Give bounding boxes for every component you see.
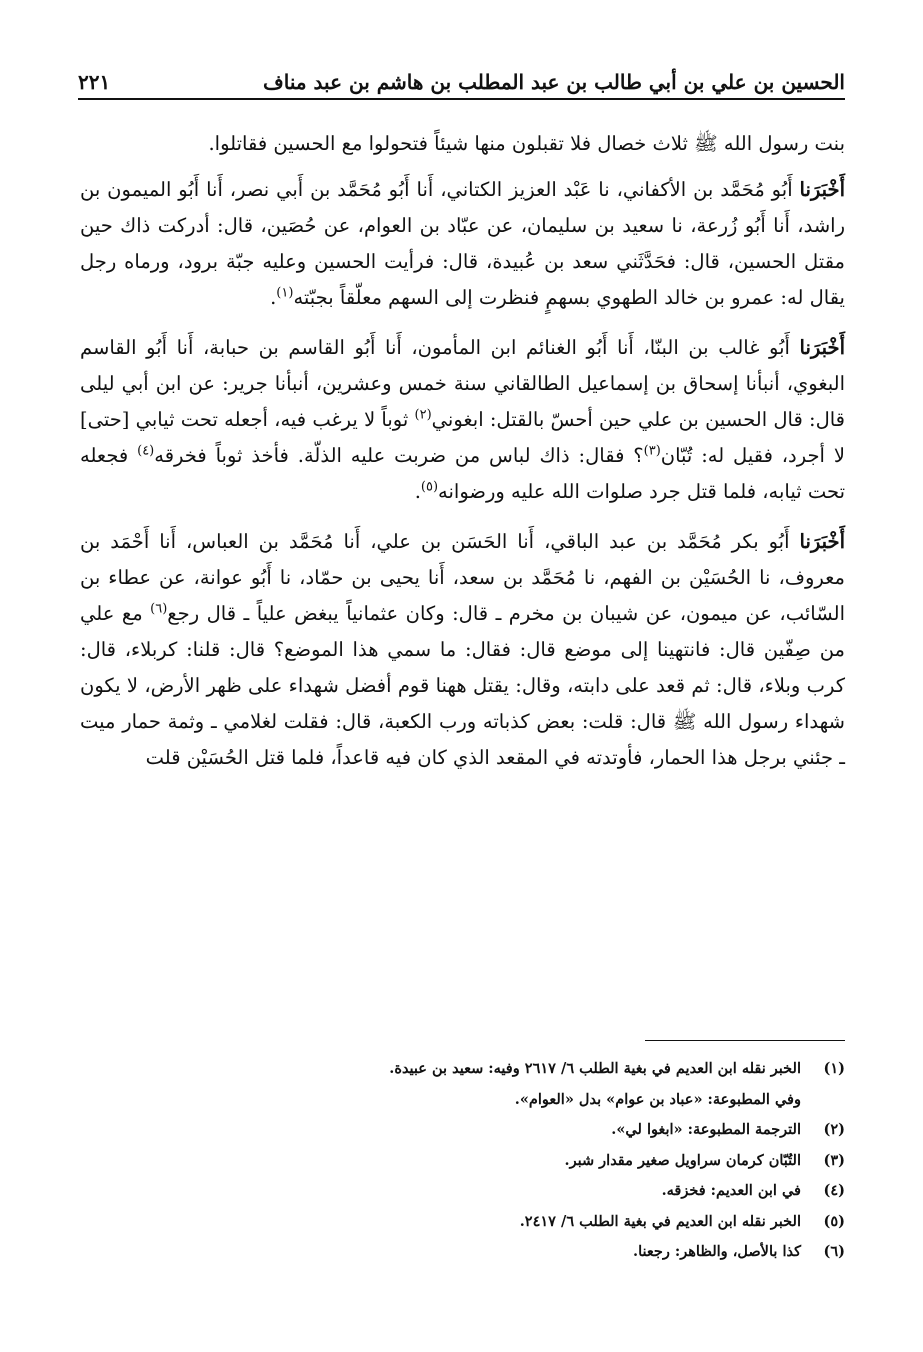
- footnotes: [80, 1054, 845, 1268]
- footnote-ref[interactable]: (١): [276, 285, 294, 301]
- footnote: [80, 1115, 845, 1146]
- footnote-ref[interactable]: (٣): [643, 443, 661, 459]
- footnote-number: (٢): [823, 1121, 845, 1138]
- paragraph-end: .: [414, 480, 421, 503]
- footnote-number: (٦): [823, 1243, 845, 1260]
- transmission-keyword: أَخْبَرَنا: [799, 178, 845, 201]
- paragraph-text: بنت رسول الله ﷺ ثلاث خصال فلا تقبلون منها شيئاً فتحولوا مع الحسين فقاتلوا.: [208, 132, 845, 155]
- paragraph: [80, 126, 845, 162]
- paragraph-text: أَبُو بكر مُحَمَّد بن عبد الباقي، أَنا الحَسَن بن علي، أَنا مُحَمَّد بن العباس، أَنا أَحْمَد بن معروف، نا الحُسَيْن بن الفهم، نا مُحَمَّد بن سعد، أَنا يحيى بن حمّاد، نا أَبُو عوانة، عن عطاء بن السّائب، عن ميمون، عن شيبان بن مخرم ـ قال: وكان عثمانياً يبغض علياً ـ قال رجع: [80, 530, 845, 625]
- footnote-divider: [645, 1040, 845, 1041]
- footnote-text: التُبّان كرمان سراويل صغير مقدار شبر.: [564, 1151, 801, 1169]
- footnote-ref[interactable]: (٤): [137, 443, 155, 459]
- footnote-text: الخبر نقله ابن العديم في بغية الطلب ٦/ ٢٦١٧ وفيه: سعيد بن عبيدة.: [389, 1060, 801, 1077]
- footnote-ref[interactable]: (٢): [414, 407, 432, 423]
- running-header: [78, 58, 845, 100]
- footnote-number: (٤): [823, 1182, 845, 1199]
- main-text: [80, 126, 845, 790]
- paragraph-text: ثوباً لا يرغب فيه، أجعله تحت ثيابي [حتى] لا أجرد، فقيل له: تُبّان: [80, 408, 845, 467]
- header-title: الحسين بن علي بن أبي طالب بن عبد المطلب بن هاشم بن عبد مناف: [263, 70, 845, 94]
- footnote-text: الخبر نقله ابن العديم في بغية الطلب ٦/ ٢٤١٧.: [519, 1212, 801, 1230]
- paragraph: [80, 172, 845, 316]
- footnote: [80, 1207, 845, 1238]
- footnote-text: كذا بالأصل، والظاهر: رجعنا.: [633, 1243, 801, 1260]
- paragraph-text: مع علي من صِفّين قال: فانتهينا إلى موضع قال: فقال: ما سمي هذا الموضع؟ قال: قلنا: كربلاء، قال: كرب وبلاء، قال: ثم قعد على دابته، وقال: يقتل ههنا قوم أفضل شهداء على ظهر الأرض، لا يكون شهداء رسول الله ﷺ قال: قلت: بعض كذباته ورب الكعبة، قال: فقلت لغلامي ـ وثمة حمار ميت ـ جئني برجل هذا الحمار، فأوتدته في المقعد الذي كان فيه قاعداً، فلما قتل الحُسَيْن قلت: [80, 602, 845, 769]
- paragraph-text: أَبُو مُحَمَّد بن الأكفاني، نا عَبْد العزيز الكتاني، أَنا أَبُو مُحَمَّد بن أَبي نصر، أَنا أَبُو الميمون بن راشد، أَنا أَبُو زُرعة، نا سعيد بن سليمان، عن عبّاد بن العوام، عن حُصَين، قال: أدركت ذاك حين مقتل الحسين، قال: فحَدَّثَني سعد بن عُبيدة، قال: فرأيت الحسين وعليه جبّة برود، ورماه رجل يقال له: عمرو بن خالد الطهوي بسهمٍ فنظرت إلى السهم معلّقاً بجبّته: [80, 178, 845, 309]
- page-number: ٢٢١: [78, 70, 111, 94]
- paragraph: [80, 330, 845, 510]
- footnote-ref[interactable]: (٦): [150, 601, 168, 617]
- footnote: [80, 1176, 845, 1207]
- footnote-number: (٣): [823, 1151, 845, 1169]
- paragraph-end: .: [270, 286, 277, 309]
- paragraph-text: أَبُو غالب بن البنّا، أَنا أَبُو الغنائم ابن المأمون، أَنا أَبُو القاسم بن حبابة، أَنا أَبُو القاسم البغوي، أنبأنا إسحاق بن إسماعيل الطالقاني سنة خمس وعشرين، أنبأنا جرير: عن ابن أبي ليلى قال: قال الحسين بن علي حين أحسّ بالقتل: ابغوني: [80, 336, 845, 431]
- paragraph-text: ؟ فقال: ذاك لباس من ضربت عليه الذلّة. فأخذ ثوباً فخرقه: [154, 444, 644, 467]
- footnote-ref[interactable]: (٥): [420, 479, 439, 495]
- footnote-number: (١): [823, 1060, 845, 1077]
- footnote: [80, 1146, 845, 1177]
- footnote-continuation: وفي المطبوعة: «عباد بن عوام» بدل «العوام».: [514, 1090, 801, 1108]
- paragraph: [80, 524, 845, 776]
- footnote: [80, 1237, 845, 1268]
- transmission-keyword: أَخْبَرَنا: [799, 336, 845, 359]
- transmission-keyword: أَخْبَرَنا: [799, 530, 845, 553]
- paragraph-text: فجعله تحت ثيابه، فلما قتل جرد صلوات الله عليه ورضوانه: [80, 444, 845, 503]
- footnote-text: في ابن العديم: فخزقه.: [661, 1182, 801, 1199]
- footnote: [80, 1054, 845, 1085]
- footnote-number: (٥): [823, 1212, 845, 1230]
- footnote-text: الترجمة المطبوعة: «ابغوا لي».: [611, 1121, 801, 1138]
